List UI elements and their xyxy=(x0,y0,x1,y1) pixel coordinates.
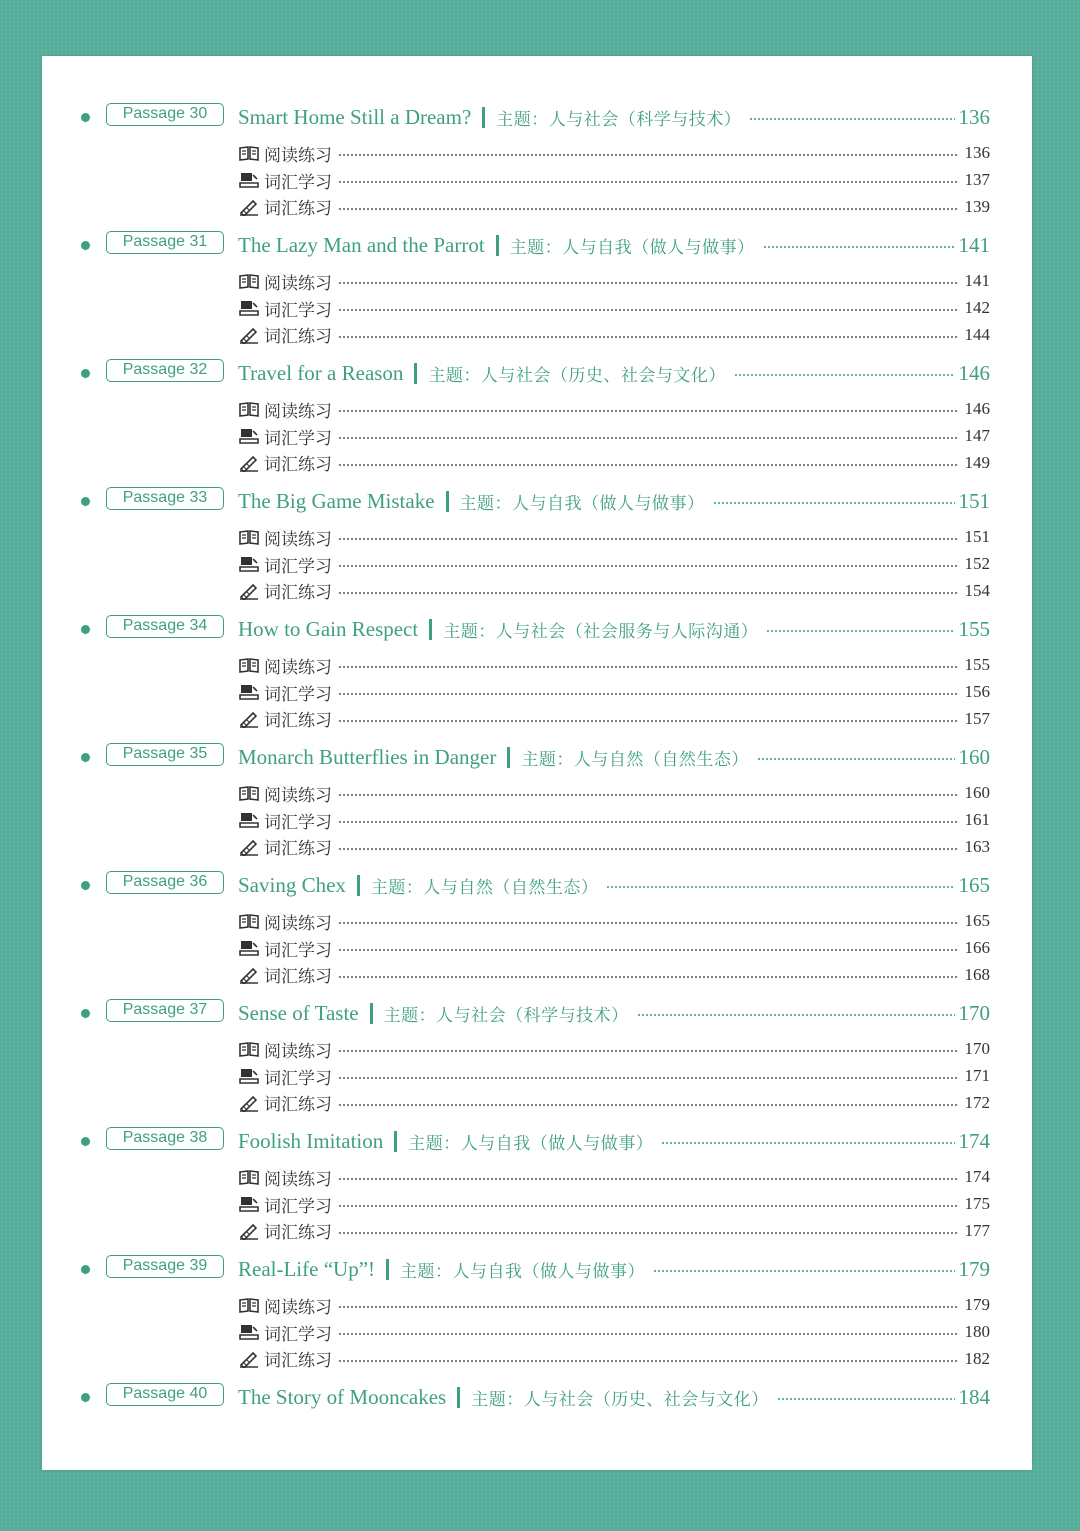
passage-title: The Big Game Mistake xyxy=(238,488,435,513)
dot-leader xyxy=(766,630,954,632)
passage-theme: 主题：人与社会（社会服务与人际沟通） xyxy=(443,621,759,642)
sub-item-label: 阅读练习 xyxy=(264,273,332,294)
dot-leader xyxy=(713,502,955,504)
sub-item-label: 阅读练习 xyxy=(264,1169,332,1190)
sub-item[interactable] xyxy=(238,833,990,860)
sub-list xyxy=(238,908,990,988)
book-icon xyxy=(238,784,260,802)
passage-badge: Passage 37 xyxy=(106,999,224,1022)
passage-headline xyxy=(238,1254,990,1284)
passage-badge: Passage 35 xyxy=(106,743,224,766)
divider-bar xyxy=(394,1131,397,1152)
sub-item[interactable] xyxy=(238,140,990,167)
sub-item[interactable] xyxy=(238,1292,990,1319)
page-number: 141 xyxy=(958,232,990,257)
sub-item-label: 词汇练习 xyxy=(264,1095,332,1116)
page-number: 184 xyxy=(958,1384,990,1409)
passage-badge: Passage 30 xyxy=(106,103,224,126)
passage-theme: 主题：人与社会（科学与技术） xyxy=(383,1005,629,1026)
dot-leader xyxy=(338,437,959,439)
passage-heading[interactable] xyxy=(42,1126,1032,1156)
sub-page-number: 172 xyxy=(964,1092,990,1112)
passage-heading[interactable] xyxy=(42,1254,1032,1284)
sub-list xyxy=(238,1164,990,1244)
book-icon xyxy=(238,912,260,930)
pencil-icon xyxy=(238,582,260,600)
sub-page-number: 179 xyxy=(964,1295,990,1315)
dot-leader xyxy=(338,1050,959,1052)
toc-entry xyxy=(42,742,1032,870)
toc-entry xyxy=(42,102,1032,230)
dot-leader xyxy=(338,282,959,284)
sub-item-label: 词汇学习 xyxy=(264,172,332,193)
page-number: 146 xyxy=(958,360,990,385)
table-of-contents xyxy=(42,102,1032,1422)
passage-title: The Lazy Man and the Parrot xyxy=(238,232,485,257)
sub-item[interactable] xyxy=(238,1319,990,1346)
passage-title: Sense of Taste xyxy=(238,1000,359,1025)
dot-leader xyxy=(338,949,959,951)
sub-list xyxy=(238,652,990,732)
dot-leader xyxy=(338,336,959,338)
sub-item-label: 词汇练习 xyxy=(264,583,332,604)
dot-leader xyxy=(338,720,959,722)
sub-item[interactable] xyxy=(238,1063,990,1090)
passage-heading[interactable] xyxy=(42,358,1032,388)
dot-leader xyxy=(338,1205,959,1207)
passage-title: Smart Home Still a Dream? xyxy=(238,104,472,129)
passage-heading[interactable] xyxy=(42,1382,1032,1412)
divider-bar xyxy=(414,363,417,384)
sub-page-number: 141 xyxy=(964,271,990,291)
sub-page-number: 136 xyxy=(964,143,990,163)
divider-bar xyxy=(457,1387,460,1408)
passage-headline xyxy=(238,358,990,388)
sub-item-label: 阅读练习 xyxy=(264,1041,332,1062)
divider-bar xyxy=(357,875,360,896)
bullet-icon xyxy=(81,241,90,250)
sub-item[interactable] xyxy=(238,1217,990,1244)
sub-item-label: 阅读练习 xyxy=(264,1297,332,1318)
sub-item[interactable] xyxy=(238,705,990,732)
sub-page-number: 160 xyxy=(964,783,990,803)
sub-list xyxy=(238,780,990,860)
sub-item[interactable] xyxy=(238,321,990,348)
toc-entry xyxy=(42,998,1032,1126)
vocab-book-icon xyxy=(238,939,260,957)
divider-bar xyxy=(429,619,432,640)
bullet-icon xyxy=(81,497,90,506)
divider-bar xyxy=(496,235,499,256)
sub-item-label: 词汇学习 xyxy=(264,812,332,833)
passage-theme: 主题：人与自我（做人与做事） xyxy=(509,237,755,258)
page-number: 160 xyxy=(958,744,990,769)
dot-leader xyxy=(338,1360,959,1362)
sub-item-label: 阅读练习 xyxy=(264,913,332,934)
passage-title: Saving Chex xyxy=(238,872,346,897)
sub-page-number: 174 xyxy=(964,1167,990,1187)
sub-item[interactable] xyxy=(238,577,990,604)
vocab-book-icon xyxy=(238,171,260,189)
page-number: 165 xyxy=(958,872,990,897)
page-number: 174 xyxy=(958,1128,990,1153)
passage-heading[interactable] xyxy=(42,102,1032,132)
vocab-book-icon xyxy=(238,1195,260,1213)
sub-page-number: 152 xyxy=(964,554,990,574)
passage-badge: Passage 39 xyxy=(106,1255,224,1278)
sub-page-number: 168 xyxy=(964,964,990,984)
sub-page-number: 144 xyxy=(964,324,990,344)
toc-entry xyxy=(42,230,1032,358)
passage-headline xyxy=(238,102,990,132)
dot-leader xyxy=(661,1142,954,1144)
divider-bar xyxy=(370,1003,373,1024)
passage-title: The Story of Mooncakes xyxy=(238,1384,447,1409)
sub-item-label: 词汇练习 xyxy=(264,199,332,220)
passage-badge: Passage 33 xyxy=(106,487,224,510)
dot-leader xyxy=(338,1232,959,1234)
sub-list xyxy=(238,268,990,348)
sub-page-number: 154 xyxy=(964,580,990,600)
sub-item-label: 词汇学习 xyxy=(264,940,332,961)
passage-heading[interactable] xyxy=(42,486,1032,516)
sub-item[interactable] xyxy=(238,679,990,706)
dot-leader xyxy=(338,181,959,183)
passage-title: Real-Life “Up”! xyxy=(238,1256,376,1281)
sub-list xyxy=(238,1036,990,1116)
sub-item[interactable] xyxy=(238,908,990,935)
sub-page-number: 180 xyxy=(964,1322,990,1342)
passage-theme: 主题：人与社会（历史、社会与文化） xyxy=(428,365,726,386)
dot-leader xyxy=(338,538,959,540)
dot-leader xyxy=(653,1270,954,1272)
sub-page-number: 146 xyxy=(964,399,990,419)
book-icon xyxy=(238,1040,260,1058)
passage-badge: Passage 40 xyxy=(106,1383,224,1406)
vocab-book-icon xyxy=(238,427,260,445)
passage-theme: 主题：人与自然（自然生态） xyxy=(370,877,599,898)
dot-leader xyxy=(338,794,959,796)
sub-page-number: 182 xyxy=(964,1348,990,1368)
bullet-icon xyxy=(81,1009,90,1018)
passage-headline xyxy=(238,1126,990,1156)
passage-headline xyxy=(238,998,990,1028)
pencil-icon xyxy=(238,1094,260,1112)
toc-entry xyxy=(42,1126,1032,1254)
passage-heading[interactable] xyxy=(42,998,1032,1028)
sub-item[interactable] xyxy=(238,1164,990,1191)
sub-item[interactable] xyxy=(238,652,990,679)
dot-leader xyxy=(338,922,959,924)
sub-page-number: 142 xyxy=(964,298,990,318)
sub-item-label: 词汇学习 xyxy=(264,300,332,321)
passage-headline xyxy=(238,614,990,644)
vocab-book-icon xyxy=(238,555,260,573)
dot-leader xyxy=(338,208,959,210)
sub-item[interactable] xyxy=(238,396,990,423)
sub-item[interactable] xyxy=(238,524,990,551)
dot-leader xyxy=(338,1333,959,1335)
sub-page-number: 157 xyxy=(964,708,990,728)
pencil-icon xyxy=(238,1350,260,1368)
sub-page-number: 166 xyxy=(964,938,990,958)
sub-page-number: 175 xyxy=(964,1194,990,1214)
dot-leader xyxy=(338,1104,959,1106)
page-number: 179 xyxy=(958,1256,990,1281)
passage-badge: Passage 36 xyxy=(106,871,224,894)
sub-item[interactable] xyxy=(238,1345,990,1372)
vocab-book-icon xyxy=(238,683,260,701)
pencil-icon xyxy=(238,326,260,344)
book-icon xyxy=(238,1296,260,1314)
pencil-icon xyxy=(238,1222,260,1240)
page-number: 155 xyxy=(958,616,990,641)
passage-headline xyxy=(238,230,990,260)
bullet-icon xyxy=(81,753,90,762)
passage-heading[interactable] xyxy=(42,230,1032,260)
dot-leader xyxy=(637,1014,955,1016)
dot-leader xyxy=(338,154,959,156)
sub-item-label: 词汇练习 xyxy=(264,1351,332,1372)
dot-leader xyxy=(606,886,954,888)
sub-page-number: 151 xyxy=(964,527,990,547)
book-icon xyxy=(238,1168,260,1186)
sub-item[interactable] xyxy=(238,961,990,988)
dot-leader xyxy=(338,693,959,695)
sub-item-label: 阅读练习 xyxy=(264,657,332,678)
sub-page-number: 163 xyxy=(964,836,990,856)
sub-list xyxy=(238,396,990,476)
dot-leader xyxy=(338,464,959,466)
passage-badge: Passage 38 xyxy=(106,1127,224,1150)
sub-item-label: 词汇练习 xyxy=(264,327,332,348)
dot-leader xyxy=(338,666,959,668)
sub-page-number: 165 xyxy=(964,911,990,931)
sub-item-label: 词汇学习 xyxy=(264,1324,332,1345)
sub-item-label: 阅读练习 xyxy=(264,785,332,806)
passage-title: Foolish Imitation xyxy=(238,1128,384,1153)
passage-headline xyxy=(238,742,990,772)
sub-page-number: 177 xyxy=(964,1220,990,1240)
sub-list xyxy=(238,524,990,604)
sub-item[interactable] xyxy=(238,551,990,578)
dot-leader xyxy=(338,821,959,823)
passage-badge: Passage 31 xyxy=(106,231,224,254)
dot-leader xyxy=(338,592,959,594)
sub-page-number: 170 xyxy=(964,1039,990,1059)
sub-page-number: 155 xyxy=(964,655,990,675)
dot-leader xyxy=(338,1077,959,1079)
passage-badge: Passage 34 xyxy=(106,615,224,638)
passage-headline xyxy=(238,486,990,516)
dot-leader xyxy=(338,1178,959,1180)
sub-item-label: 词汇学习 xyxy=(264,556,332,577)
book-icon xyxy=(238,144,260,162)
page-number: 151 xyxy=(958,488,990,513)
passage-theme: 主题：人与自我（做人与做事） xyxy=(408,1133,654,1154)
sub-page-number: 147 xyxy=(964,426,990,446)
sub-item-label: 词汇学习 xyxy=(264,1068,332,1089)
dot-leader xyxy=(338,848,959,850)
passage-heading[interactable] xyxy=(42,614,1032,644)
passage-heading[interactable] xyxy=(42,870,1032,900)
passage-title: How to Gain Respect xyxy=(238,616,419,641)
sub-item[interactable] xyxy=(238,268,990,295)
divider-bar xyxy=(482,107,485,128)
pencil-icon xyxy=(238,710,260,728)
sub-item[interactable] xyxy=(238,780,990,807)
page-number: 136 xyxy=(958,104,990,129)
toc-entry xyxy=(42,870,1032,998)
dot-leader xyxy=(338,565,959,567)
dot-leader xyxy=(734,374,955,376)
passage-headline xyxy=(238,870,990,900)
book-icon xyxy=(238,400,260,418)
sub-item[interactable] xyxy=(238,423,990,450)
bullet-icon xyxy=(81,369,90,378)
dot-leader xyxy=(338,976,959,978)
toc-entry xyxy=(42,1382,1032,1422)
book-icon xyxy=(238,528,260,546)
sub-page-number: 137 xyxy=(964,170,990,190)
sub-item[interactable] xyxy=(238,167,990,194)
sub-item-label: 词汇学习 xyxy=(264,684,332,705)
bullet-icon xyxy=(81,1137,90,1146)
divider-bar xyxy=(386,1259,389,1280)
sub-item[interactable] xyxy=(238,1191,990,1218)
bullet-icon xyxy=(81,1393,90,1402)
vocab-book-icon xyxy=(238,811,260,829)
dot-leader xyxy=(757,758,955,760)
sub-item-label: 词汇学习 xyxy=(264,1196,332,1217)
sub-item[interactable] xyxy=(238,1036,990,1063)
dot-leader xyxy=(763,246,955,248)
sub-item-label: 词汇练习 xyxy=(264,967,332,988)
sub-page-number: 161 xyxy=(964,810,990,830)
divider-bar xyxy=(507,747,510,768)
sub-page-number: 156 xyxy=(964,682,990,702)
vocab-book-icon xyxy=(238,299,260,317)
passage-headline xyxy=(238,1382,990,1412)
sub-page-number: 149 xyxy=(964,452,990,472)
passage-heading[interactable] xyxy=(42,742,1032,772)
pencil-icon xyxy=(238,838,260,856)
bullet-icon xyxy=(81,625,90,634)
passage-title: Travel for a Reason xyxy=(238,360,404,385)
passage-badge: Passage 32 xyxy=(106,359,224,382)
sub-item[interactable] xyxy=(238,449,990,476)
passage-title: Monarch Butterflies in Danger xyxy=(238,744,497,769)
vocab-book-icon xyxy=(238,1323,260,1341)
toc-entry xyxy=(42,614,1032,742)
dot-leader xyxy=(338,1306,959,1308)
bullet-icon xyxy=(81,881,90,890)
dot-leader xyxy=(777,1398,955,1400)
sub-item[interactable] xyxy=(238,295,990,322)
pencil-icon xyxy=(238,198,260,216)
sub-item-label: 词汇练习 xyxy=(264,1223,332,1244)
vocab-book-icon xyxy=(238,1067,260,1085)
pencil-icon xyxy=(238,966,260,984)
sub-item[interactable] xyxy=(238,935,990,962)
passage-theme: 主题：人与自然（自然生态） xyxy=(521,749,749,770)
dot-leader xyxy=(338,309,959,311)
book-icon xyxy=(238,272,260,290)
toc-page xyxy=(42,56,1032,1470)
sub-item-label: 阅读练习 xyxy=(264,401,332,422)
sub-item[interactable] xyxy=(238,807,990,834)
sub-item-label: 阅读练习 xyxy=(264,145,332,166)
book-icon xyxy=(238,656,260,674)
sub-list xyxy=(238,140,990,220)
sub-item-label: 阅读练习 xyxy=(264,529,332,550)
sub-item-label: 词汇练习 xyxy=(264,711,332,732)
bullet-icon xyxy=(81,1265,90,1274)
sub-page-number: 139 xyxy=(964,196,990,216)
sub-page-number: 171 xyxy=(964,1066,990,1086)
sub-list xyxy=(238,1292,990,1372)
bullet-icon xyxy=(81,113,90,122)
passage-theme: 主题：人与自我（做人与做事） xyxy=(400,1261,646,1282)
dot-leader xyxy=(338,410,959,412)
dot-leader xyxy=(749,118,954,120)
passage-theme: 主题：人与社会（科学与技术） xyxy=(496,109,742,130)
divider-bar xyxy=(446,491,449,512)
passage-theme: 主题：人与自我（做人与做事） xyxy=(459,493,705,514)
pencil-icon xyxy=(238,454,260,472)
sub-item-label: 词汇学习 xyxy=(264,428,332,449)
page-number: 170 xyxy=(958,1000,990,1025)
toc-entry xyxy=(42,486,1032,614)
sub-item-label: 词汇练习 xyxy=(264,839,332,860)
sub-item[interactable] xyxy=(238,1089,990,1116)
toc-entry xyxy=(42,1254,1032,1382)
sub-item-label: 词汇练习 xyxy=(264,455,332,476)
toc-entry xyxy=(42,358,1032,486)
passage-theme: 主题：人与社会（历史、社会与文化） xyxy=(471,1389,769,1410)
sub-item[interactable] xyxy=(238,193,990,220)
